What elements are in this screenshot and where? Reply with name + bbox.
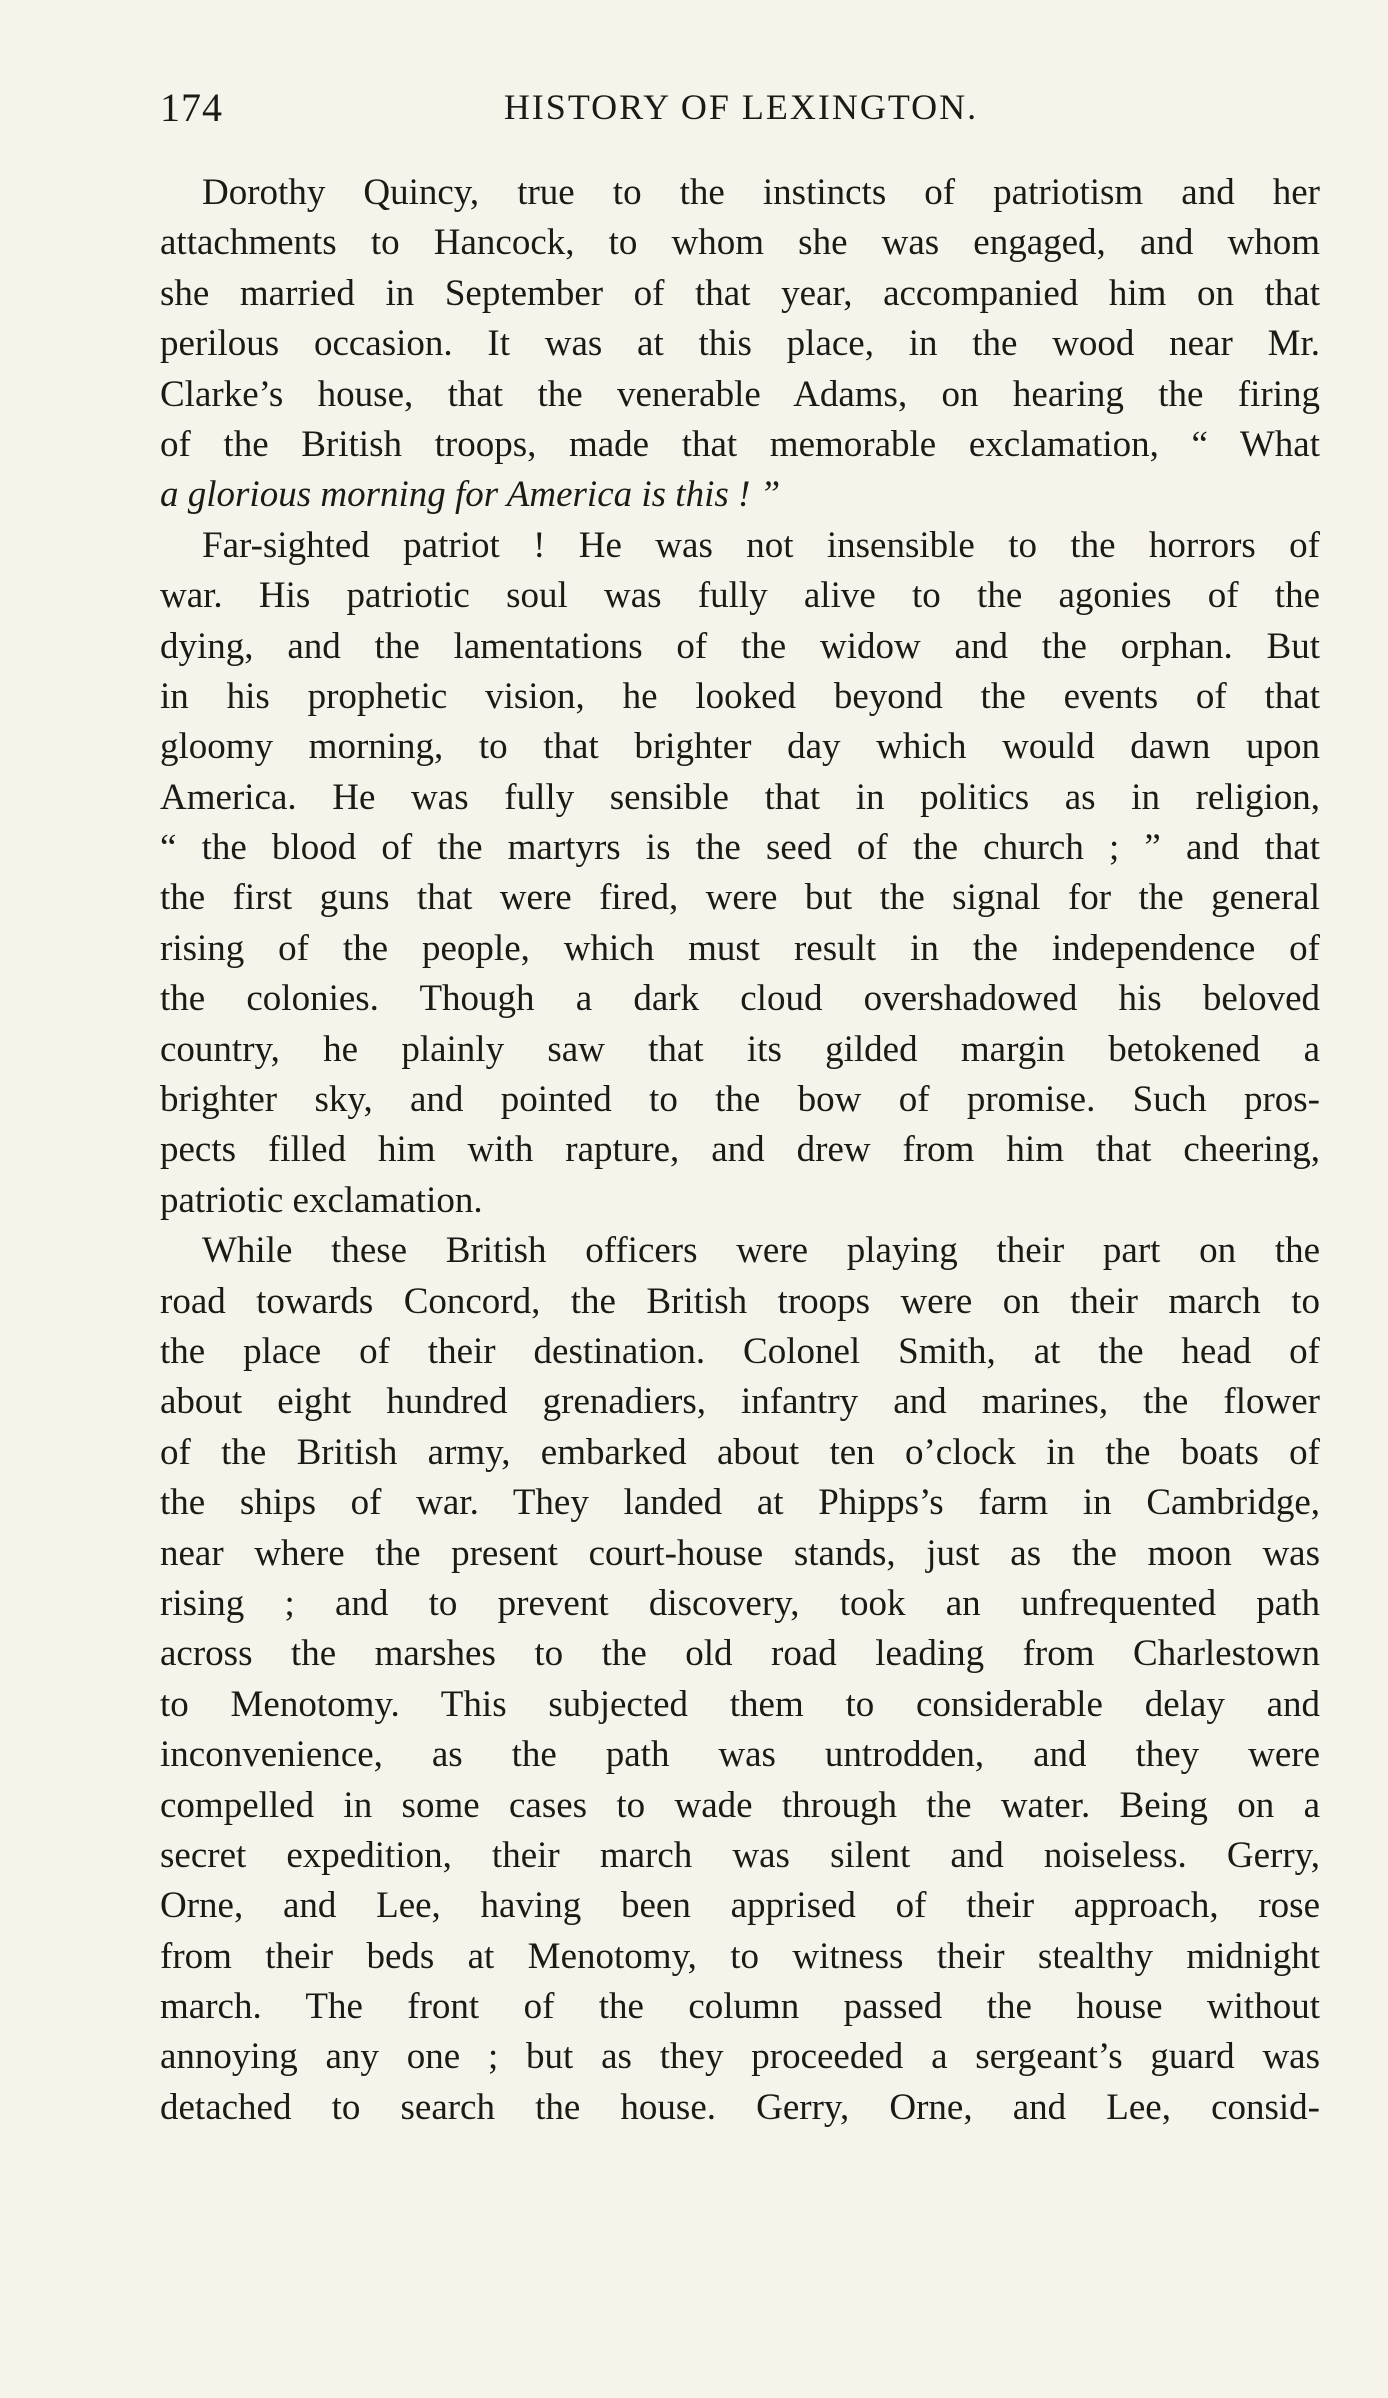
- text-line: war. His patriotic soul was fully alive to the agonies of the: [160, 575, 1320, 617]
- text-line: from their beds at Menotomy, to witness their stealthy midnight: [160, 1935, 1320, 1977]
- text-line: While these British officers were playing their part on the: [202, 1230, 1320, 1272]
- text-line: America. He was fully sensible that in politics as in religion,: [160, 776, 1320, 818]
- text-line: compelled in some cases to wade through the water. Being on a: [160, 1784, 1320, 1826]
- text-line: perilous occasion. It was at this place, in the wood near Mr.: [160, 323, 1320, 365]
- text-line: rising of the people, which must result in the independence of: [160, 927, 1320, 969]
- running-head-title: HISTORY OF LEXINGTON.: [503, 87, 979, 127]
- text-line: about eight hundred grenadiers, infantry and marines, the flower: [160, 1381, 1320, 1423]
- text-line-quotation: a glorious morning for America is this ! ”: [160, 474, 781, 516]
- text-line: march. The front of the column passed the house without: [160, 1986, 1320, 2028]
- text-line: across the marshes to the old road leading from Charlestown: [160, 1633, 1320, 1675]
- text-line: the first guns that were fired, were but the signal for the general: [160, 877, 1320, 919]
- text-line: the colonies. Though a dark cloud overshadowed his beloved: [160, 978, 1320, 1020]
- text-line: gloomy morning, to that brighter day which would dawn upon: [160, 726, 1320, 768]
- page-number: 174: [160, 85, 223, 130]
- text-line: pects filled him with rapture, and drew from him that cheering,: [160, 1129, 1320, 1171]
- text-line: of the British army, embarked about ten o’clock in the boats of: [160, 1431, 1320, 1473]
- text-line: road towards Concord, the British troops were on their march to: [160, 1280, 1320, 1322]
- text-line: rising ; and to prevent discovery, took an unfrequented path: [160, 1582, 1320, 1624]
- text-line: Orne, and Lee, having been apprised of their approach, rose: [160, 1885, 1320, 1927]
- text-line: “ the blood of the martyrs is the seed of the church ; ” and that: [160, 827, 1320, 869]
- text-line: Clarke’s house, that the venerable Adams, on hearing the firing: [160, 373, 1320, 415]
- body-text: [160, 168, 1320, 2133]
- text-line: country, he plainly saw that its gilded margin betokened a: [160, 1028, 1320, 1070]
- text-line: dying, and the lamentations of the widow and the orphan. But: [160, 625, 1320, 667]
- text-line: brighter sky, and pointed to the bow of promise. Such pros-: [160, 1079, 1320, 1121]
- text-line: the place of their destination. Colonel Smith, at the head of: [160, 1330, 1320, 1372]
- text-line: near where the present court-house stands, just as the moon was: [160, 1532, 1320, 1574]
- text-line: patriotic exclamation.: [160, 1179, 483, 1221]
- text-line: Dorothy Quincy, true to the instincts of patriotism and her: [202, 172, 1320, 213]
- text-line: to Menotomy. This subjected them to considerable delay and: [160, 1683, 1320, 1725]
- text-line: of the British troops, made that memorable exclamation, “ What: [160, 423, 1320, 465]
- text-line: annoying any one ; but as they proceeded a sergeant’s guard was: [160, 2036, 1320, 2078]
- text-line: Far-sighted patriot ! He was not insensible to the horrors of: [202, 524, 1320, 566]
- text-line: attachments to Hancock, to whom she was engaged, and whom: [160, 222, 1320, 264]
- text-line: in his prophetic vision, he looked beyond the events of that: [160, 675, 1320, 717]
- text-line: the ships of war. They landed at Phipps’s farm in Cambridge,: [160, 1482, 1320, 1524]
- text-line: inconvenience, as the path was untrodden, and they were: [160, 1734, 1320, 1776]
- text-line: detached to search the house. Gerry, Orne, and Lee, consid-: [160, 2086, 1320, 2128]
- text-line: secret expedition, their march was silent and noiseless. Gerry,: [160, 1834, 1320, 1876]
- running-head: [160, 84, 1322, 144]
- text-line: she married in September of that year, accompanied him on that: [160, 272, 1320, 314]
